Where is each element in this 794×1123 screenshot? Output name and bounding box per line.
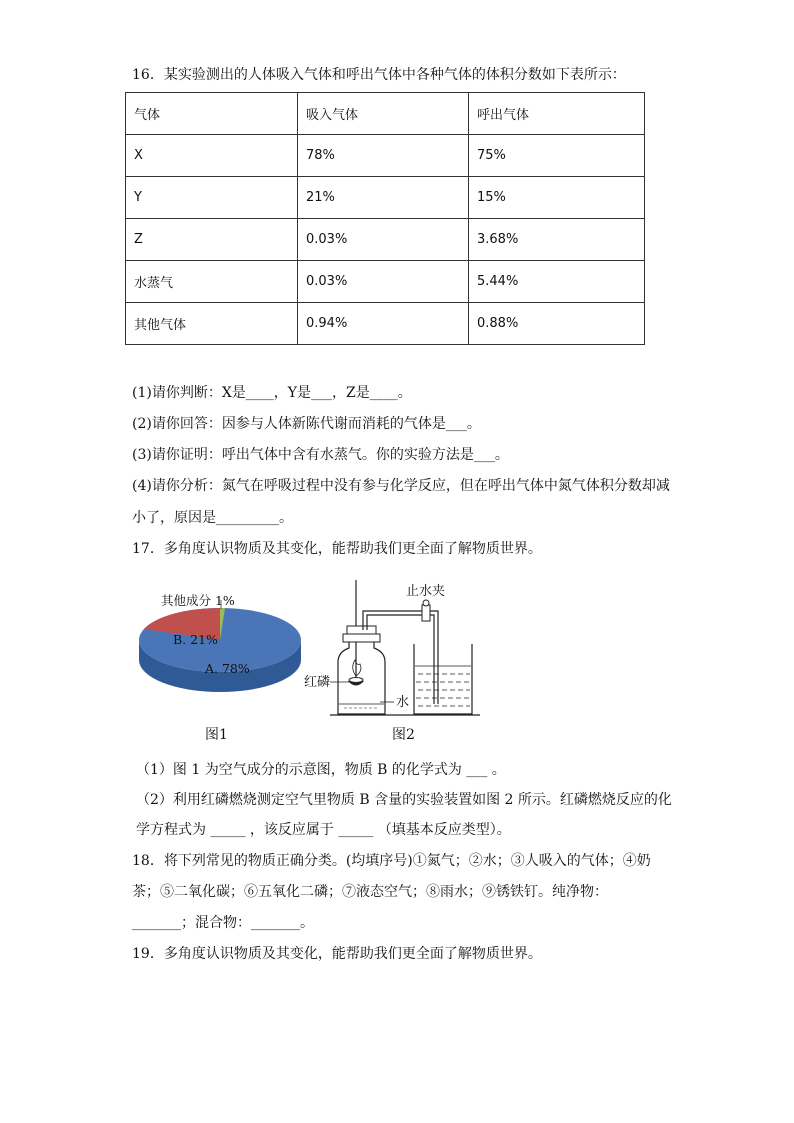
header-gas: 气体 [126,93,298,135]
cell-inhaled: 0.94% [298,303,469,345]
header-exhaled: 呼出气体 [469,93,645,135]
cell-inhaled: 0.03% [298,219,469,261]
q17-sub2-line1: （2）利用红磷燃烧测定空气里物质 B 含量的实验装置如图 2 所示。红磷燃烧反应的化 [136,792,672,808]
cell-exhaled: 75% [469,135,645,177]
glass-tube-inner [367,615,434,704]
stopper [347,626,376,634]
header-inhaled: 吸入气体 [298,93,469,135]
table-row [126,177,645,219]
cell-gas: 水蒸气 [126,261,298,303]
cell-gas: Y [126,177,298,219]
pie-label-other: 其他成分 1% [161,593,235,608]
table-row [126,135,645,177]
q17-sub2-line2: 学方程式为 _____ ，该反应属于 _____ （填基本反应类型）。 [136,822,511,838]
q16-sub4-line1: (4)请你分析：氮气在呼吸过程中没有参与化学反应，但在呼出气体中氮气体积分数却减 [132,478,670,494]
cell-inhaled: 21% [298,177,469,219]
phosphorus-label: 红磷 [304,675,331,690]
table-row [126,261,645,303]
q16-stem: 16．某实验测出的人体吸入气体和呼出气体中各种气体的体积分数如下表所示： [132,67,626,83]
phosphorus [349,678,363,683]
cell-inhaled: 0.03% [298,261,469,303]
stopper-rim [343,634,380,642]
pie-label-b: B. 21% [173,632,218,647]
cell-inhaled: 78% [298,135,469,177]
figure1-pie-chart [135,588,305,718]
flame-icon [353,660,361,676]
q16-sub2: (2)请你回答：因参与人体新陈代谢而消耗的气体是___。 [132,416,481,432]
cell-gas: 其他气体 [126,303,298,345]
cell-exhaled: 0.88% [469,303,645,345]
q17-stem: 17．多角度认识物质及其变化，能帮助我们更全面了解物质世界。 [132,541,542,557]
cell-exhaled: 3.68% [469,219,645,261]
q17-sub1: （1）图 1 为空气成分的示意图，物质 B 的化学式为 ___ 。 [136,762,506,778]
table-header-row [126,93,645,135]
clamp-label: 止水夹 [406,584,446,599]
pie-label-a: A. 78% [205,661,250,676]
figure2-apparatus [300,578,480,718]
cell-exhaled: 15% [469,177,645,219]
figure1-caption: 图1 [205,727,228,743]
cell-exhaled: 5.44% [469,261,645,303]
q16-sub3: (3)请你证明：呼出气体中含有水蒸气。你的实验方法是___。 [132,447,509,463]
beaker [414,644,472,714]
cell-gas: Z [126,219,298,261]
gas-volume-table [125,92,645,345]
beaker-water-hatching [416,674,470,706]
q18-line3: _______；混合物：_______。 [132,915,314,931]
clamp-knob [423,600,429,606]
water-label: 水 [396,695,410,710]
clamp [422,605,430,621]
q16-sub1: (1)请你判断：X是____，Y是___，Z是____。 [132,385,412,401]
table-row [126,219,645,261]
q16-sub4-line2: 小了，原因是_________。 [132,510,293,526]
figure2-caption: 图2 [392,727,415,743]
q18-line2: 茶；⑤二氧化碳；⑥五氧化二磷；⑦液态空气；⑧雨水；⑨锈铁钉。纯净物： [132,884,608,900]
q18-line1: 18．将下列常见的物质正确分类。(均填序号)①氮气；②水；③人吸入的气体；④奶 [132,853,651,869]
table-row [126,303,645,345]
cell-gas: X [126,135,298,177]
q19-stem: 19．多角度认识物质及其变化，能帮助我们更全面了解物质世界。 [132,946,542,962]
